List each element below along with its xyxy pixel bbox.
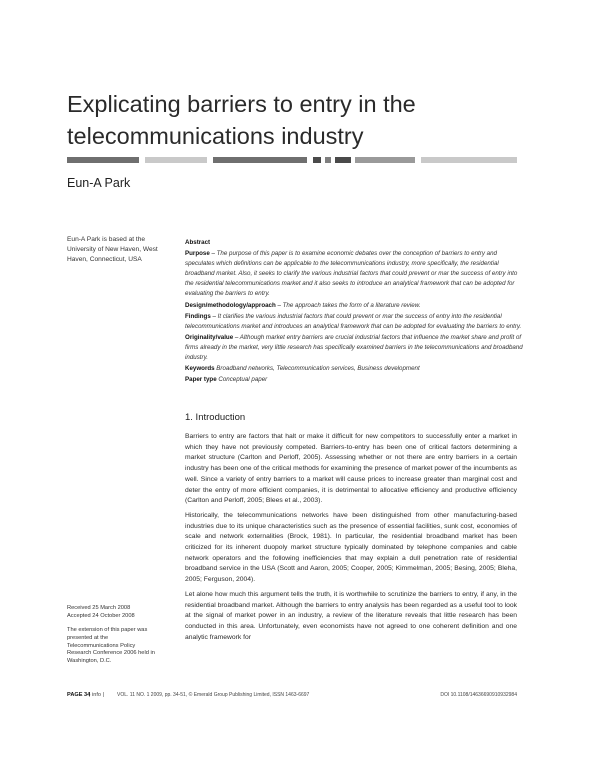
rule-segment: [313, 157, 321, 163]
article-dates: [67, 604, 167, 620]
design-text: – The approach takes the form of a literature review.: [275, 301, 421, 309]
abstract: [185, 238, 525, 386]
abstract-purpose: [185, 249, 525, 299]
introduction-body: [185, 432, 517, 647]
rule-segment: [335, 157, 351, 163]
rule-segment: [355, 157, 415, 163]
body-paragraph: Barriers to entry are factors that halt or make it difficult for new competitors to successfully enter a market in which they have not previously competed. Barriers-to-entry has been one of critical factors determining a market structure (Carlton and Perloff, 2005). Assessing whether or not there are entry barriers in a certain industry has been one of the critical methods for examining the presence of market power of the incumbents as well. Since a variety of entry barriers to a market will cause prices to increase greater than marginal cost and deter the entry of more efficient companies, it is detrimental to allocative efficiency and productive efficiency (Carlton and Perloff, 2005; Blees et al., 2003).: [185, 433, 517, 505]
body-paragraph: Historically, the telecommunications networks have been distinguished from other manufacturing-based industries due to its unique characteristics such as the presence of essential facilities, sunk cost, economies of scale and network externalities (Brock, 1981). In particular, the residential broadband market has been criticized for its inherent duopoly market structure typically dominated by telephone companies and cable network operators and the following inefficiencies that may explain a dull penetration rate of residential broadband service in the USA (Scott and Aaron, 2005; Cooper, 2005; Kimmelman, 2005; Besing, 2005; Bleha, 2005; Ferguson, 2004).: [185, 511, 517, 584]
design-label: Design/methodology/approach: [185, 301, 276, 309]
purpose-label: Purpose: [185, 250, 210, 258]
rule-segment: [67, 157, 139, 163]
doi: DOI 10.1108/14636690910932984: [440, 692, 517, 698]
rule-segment: [325, 157, 331, 163]
conference-note: The extension of this paper was presented at the Telecommunications Policy Research Conference 2006 held in Washington, D.C.: [67, 627, 155, 665]
article-title: Explicating barriers to entry in the telecommunications industry: [67, 91, 416, 149]
accepted-date: Accepted 24 October 2008: [67, 613, 135, 619]
originality-label: Originality/value: [185, 333, 234, 341]
received-date: Received 25 March 2008: [67, 605, 131, 611]
section-heading-introduction: 1. Introduction: [185, 412, 246, 423]
abstract-design: [185, 301, 525, 311]
page-footer: [67, 692, 517, 704]
paper-type-label: Paper type: [185, 376, 217, 384]
keywords-text: Broadband networks, Telecommunication services, Business development: [214, 365, 420, 373]
abstract-findings: [185, 312, 525, 332]
paper-type-text: Conceptual paper: [216, 376, 268, 384]
rule-segment: [213, 157, 307, 163]
abstract-paper-type: [185, 375, 525, 385]
issue-info: VOL. 11 NO. 1 2009, pp. 34-51, © Emerald Group Publishing Limited, ISSN 1463-6697: [117, 692, 310, 698]
keywords-label: Keywords: [185, 365, 215, 373]
journal-name: | info |: [89, 692, 105, 698]
findings-text: – It clarifies the various industrial factors that could prevent or mar the success of entry into the residential telecommunications market and introduces an analytical framework that can be adopted for evaluating the barriers to entry.: [185, 312, 522, 330]
page-number: PAGE 34: [67, 692, 91, 698]
abstract-keywords: [185, 364, 525, 374]
author-name: Eun-A Park: [67, 176, 131, 190]
body-paragraph: Let alone how much this argument tells the truth, it is worthwhile to scrutinize the barriers to entry, if any, in the residential broadband market. Although the barriers to entry analysis has been regarded as a useful tool to look at the signal of market power in an industry, a review of the literature reveals that little research has been conducted in this area. Unfortunately, even economists have not agreed to one coherent definition and one analytic framework for: [185, 590, 517, 641]
rule-segment: [145, 157, 207, 163]
title-rule: [67, 157, 517, 163]
abstract-originality: [185, 333, 525, 363]
abstract-heading: Abstract: [185, 239, 211, 246]
originality-text: – Although market entry barriers are crucial industrial factors that influence the market share and profit of firms already in the market, very little research has specifically examined barriers in the telecommunications and broadband industry.: [185, 333, 523, 362]
author-affiliation: Eun-A Park is based at the University of New Haven, West Haven, Connecticut, USA: [67, 236, 158, 263]
rule-segment: [421, 157, 517, 163]
findings-label: Findings: [185, 312, 211, 320]
purpose-text: – The purpose of this paper is to examine economic debates over the conception of barriers to entry and speculates which definitions can be applicable to the telecommunications industry, more specifically, the residential broadband market. Also, it seeks to clarify the various industrial factors that could prevent or mar the success of entry into the residential telecommunications market and it also seeks to introduce an analytical framework that can be adopted for evaluating the barriers to entry.: [185, 250, 518, 298]
